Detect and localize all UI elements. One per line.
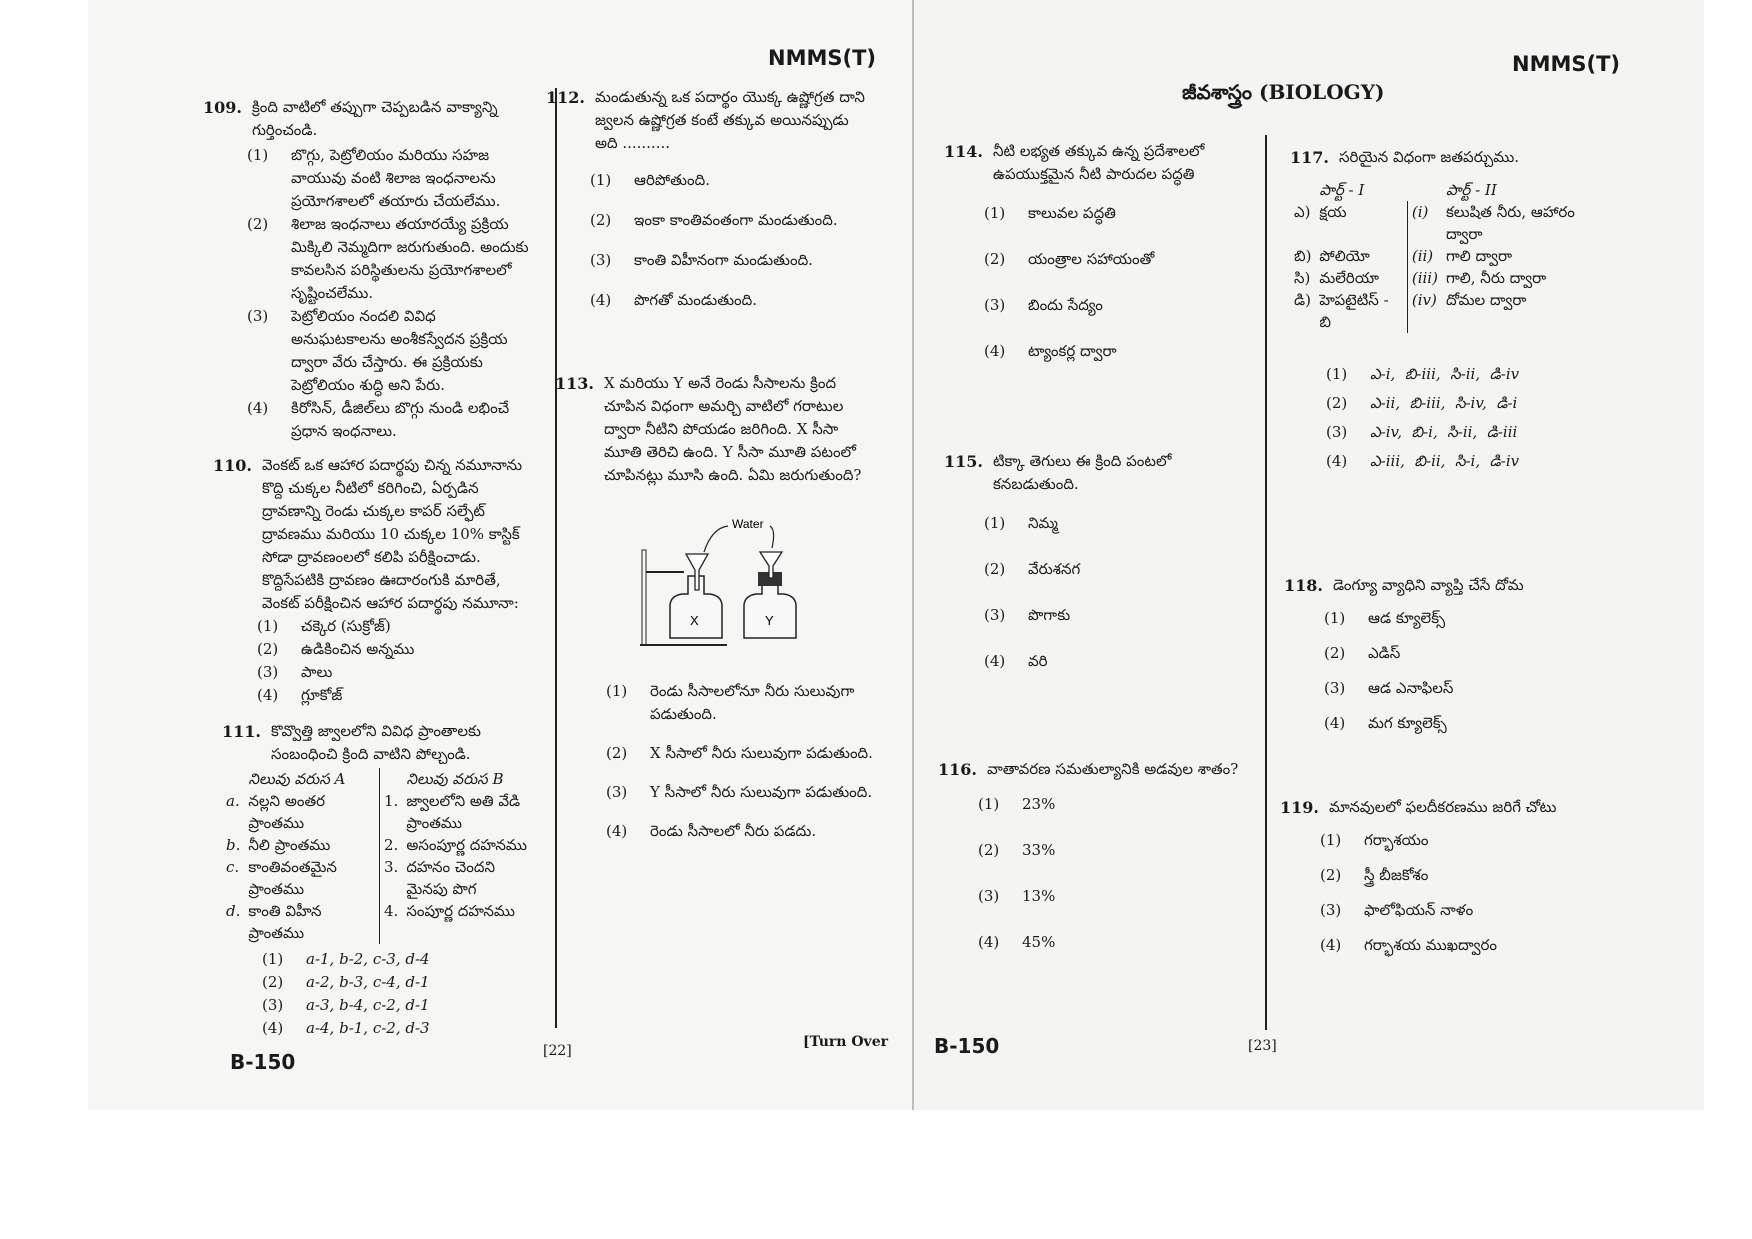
row-key: c. bbox=[226, 858, 240, 876]
option-number: (3) bbox=[1326, 423, 1348, 441]
option-number: (4) bbox=[1324, 714, 1346, 732]
question-text: కొవ్వొత్తి జ్వాలలోని వివిధ ప్రాంతాలకు సంబంధించి క్రింది వాటిని పోల్చండి. bbox=[270, 722, 481, 763]
right-page-number: [23] bbox=[1248, 1038, 1277, 1054]
option-number: (1) bbox=[590, 171, 612, 189]
option-number: (2) bbox=[257, 640, 279, 658]
row-key: (i) bbox=[1407, 201, 1442, 245]
column-a-item: నీలి ప్రాంతము bbox=[248, 836, 331, 854]
question-text: సరియైన విధంగా జతపర్చుము. bbox=[1338, 148, 1520, 166]
row-key: 2. bbox=[380, 834, 403, 856]
question-113-options bbox=[606, 680, 896, 843]
column-a-item: కాంతి విహీన ప్రాంతము bbox=[248, 902, 322, 942]
left-footer-code: B-150 bbox=[230, 1050, 296, 1074]
option-number: (4) bbox=[590, 291, 612, 309]
option-number: (2) bbox=[590, 211, 612, 229]
row-key: సి) bbox=[1294, 269, 1311, 287]
option-number: (3) bbox=[978, 887, 1000, 905]
option-text: ఎ-i, బి-iii, సి-ii, డి-iv bbox=[1370, 365, 1520, 383]
option-text: ఫాలోఫియన్ నాళం bbox=[1364, 901, 1474, 919]
option-text: గర్భాశయ ముఖద్వారం bbox=[1364, 936, 1497, 954]
question-112 bbox=[546, 86, 876, 312]
question-number: 113. bbox=[555, 374, 594, 393]
option-text: ఎ-iv, బి-i, సి-ii, డి-iii bbox=[1370, 423, 1518, 441]
water-label: Water bbox=[732, 517, 764, 531]
option-number: (4) bbox=[247, 399, 269, 417]
option-number: (3) bbox=[1324, 679, 1346, 697]
question-text: మానవులలో ఫలదీకరణము జరిగే చోటు bbox=[1328, 798, 1557, 816]
option-number: (3) bbox=[590, 251, 612, 269]
option-number: (2) bbox=[1326, 394, 1348, 412]
option-number: (3) bbox=[262, 996, 284, 1014]
option-number: (1) bbox=[606, 682, 628, 700]
option-number: (3) bbox=[984, 606, 1006, 624]
option-number: (2) bbox=[1320, 866, 1342, 884]
option-text: రెండు సీసాలలోనూ నీరు సులువుగా పడుతుంది. bbox=[650, 682, 855, 723]
row-key: 3. bbox=[380, 856, 403, 900]
option-text: శిలాజ ఇంధనాలు తయారయ్యే ప్రక్రియ మిక్కిలి నెమ్మదిగా జరుగుతుంది. అందుకు కావలసిన పరిస్థితులను ప్రయోగశాలలో సృష్టించలేము. bbox=[291, 215, 529, 302]
question-text: వాతావరణ సమతుల్యానికి అడవుల శాతం? bbox=[986, 760, 1239, 778]
question-119 bbox=[1280, 796, 1620, 957]
option-text: ఇంకా కాంతివంతంగా మండుతుంది. bbox=[634, 211, 838, 229]
part-1-item: హెపటైటిస్ - బి bbox=[1319, 291, 1389, 331]
option-number: (3) bbox=[1320, 901, 1342, 919]
question-number: 115. bbox=[944, 452, 983, 471]
option-text: నిమ్మ bbox=[1028, 514, 1058, 532]
option-text: ఎ-ii, బి-iii, సి-iv, డి-i bbox=[1370, 394, 1518, 412]
question-text: నీటి లభ్యత తక్కువ ఉన్న ప్రదేశాలలో ఉపయుక్తమైన నీటి పారుదల పద్ధతి bbox=[992, 142, 1205, 183]
row-key: (iv) bbox=[1407, 289, 1442, 333]
option-text: ఆడ ఎనాఫిలస్ bbox=[1368, 679, 1454, 697]
match-table bbox=[222, 768, 542, 944]
part-2-item: దోమల ద్వారా bbox=[1445, 291, 1527, 309]
option-text: రెండు సీసాలలో నీరు పడదు. bbox=[650, 822, 817, 840]
option-number: (4) bbox=[984, 652, 1006, 670]
question-118 bbox=[1284, 574, 1624, 735]
question-116 bbox=[938, 758, 1258, 954]
option-text: స్త్రీ బీజకోశం bbox=[1364, 866, 1429, 884]
turn-over-label: [Turn Over bbox=[803, 1034, 888, 1050]
option-number: (1) bbox=[1320, 831, 1342, 849]
section-title: జీవశాస్త్రం (BIOLOGY) bbox=[1182, 80, 1385, 104]
bottle-x-label: X bbox=[690, 613, 699, 628]
option-text: 33% bbox=[1022, 841, 1056, 859]
part-1-item: మలేరియా bbox=[1319, 269, 1379, 287]
bottle-y-label: Y bbox=[765, 613, 774, 628]
column-b-item: అసంపూర్ణ దహనము bbox=[406, 836, 527, 854]
option-text: కాలువల పద్ధతి bbox=[1028, 204, 1116, 222]
option-number: (2) bbox=[606, 744, 628, 762]
right-page-header: NMMS(T) bbox=[1512, 52, 1621, 76]
option-text: 23% bbox=[1022, 795, 1056, 813]
row-key: b. bbox=[226, 836, 241, 854]
column-b-item: సంపూర్ణ దహనము bbox=[406, 902, 515, 920]
option-number: (2) bbox=[1324, 644, 1346, 662]
option-text: బొగ్గు, పెట్రోలియం మరియు సహజ వాయువు వంటి శిలాజ ఇంధనాలను ప్రయోగశాలలో తయారు చేయలేము. bbox=[291, 146, 501, 210]
option-number: (2) bbox=[262, 973, 284, 991]
column-a-item: కాంతివంతమైన ప్రాంతము bbox=[248, 858, 337, 898]
row-key: a. bbox=[226, 792, 240, 810]
question-number: 117. bbox=[1290, 148, 1329, 167]
option-number: (2) bbox=[984, 250, 1006, 268]
column-a-header: నిలువు వరుస A bbox=[248, 770, 346, 788]
option-number: (3) bbox=[257, 663, 279, 681]
column-b-item: దహనం చెందని మైనపు పొగ bbox=[406, 858, 495, 898]
question-number: 111. bbox=[222, 722, 261, 741]
stand-icon bbox=[642, 550, 646, 645]
row-key: d. bbox=[226, 902, 241, 920]
right-footer-code: B-150 bbox=[934, 1034, 1000, 1058]
left-page-number: [22] bbox=[543, 1043, 572, 1059]
row-key: 1. bbox=[380, 790, 403, 834]
option-number: (1) bbox=[978, 795, 1000, 813]
question-number: 110. bbox=[213, 456, 252, 475]
option-number: (1) bbox=[262, 950, 284, 968]
column-b-item: జ్వాలలోని అతి వేడి ప్రాంతము bbox=[406, 792, 521, 832]
question-114 bbox=[944, 140, 1259, 363]
row-key: (ii) bbox=[1407, 245, 1442, 267]
option-number: (1) bbox=[257, 617, 279, 635]
option-text: ట్యాంకర్ల ద్వారా bbox=[1028, 342, 1117, 360]
row-key: 4. bbox=[380, 900, 403, 944]
option-number: (4) bbox=[1320, 936, 1342, 954]
option-text: 45% bbox=[1022, 933, 1056, 951]
column-a-item: నల్లని అంతర ప్రాంతము bbox=[248, 792, 326, 832]
option-number: (1) bbox=[1326, 365, 1348, 383]
question-number: 118. bbox=[1284, 576, 1323, 595]
option-text: a-1, b-2, c-3, d-4 bbox=[306, 950, 430, 968]
option-text: వరి bbox=[1028, 652, 1048, 670]
question-109 bbox=[203, 96, 533, 443]
part-1-header: పార్ట్ - I bbox=[1319, 181, 1365, 199]
option-number: (3) bbox=[984, 296, 1006, 314]
part-1-item: పోలియో bbox=[1319, 247, 1370, 265]
question-117 bbox=[1290, 146, 1630, 473]
column-b-header: నిలువు వరుస B bbox=[406, 770, 504, 788]
option-text: ఆడ క్యూలెక్స్ bbox=[1368, 609, 1446, 627]
option-number: (3) bbox=[606, 783, 628, 801]
option-text: ఆరిపోతుంది. bbox=[634, 171, 710, 189]
option-number: (1) bbox=[1324, 609, 1346, 627]
part-2-item: కలుషిత నీరు, ఆహారం ద్వారా bbox=[1445, 203, 1575, 243]
option-number: (2) bbox=[247, 215, 269, 233]
option-number: (3) bbox=[247, 307, 269, 325]
option-text: చక్కెర (సుక్రోజ్) bbox=[301, 617, 391, 635]
option-number: (4) bbox=[978, 933, 1000, 951]
option-number: (4) bbox=[984, 342, 1006, 360]
option-number: (4) bbox=[1326, 452, 1348, 470]
option-text: పెట్రోలియం నందలి వివిధ అనుఘటకాలను అంశీకస్వేదన ప్రక్రియ ద్వారా వేరు చేస్తారు. ఈ ప్రక్రియకు పెట్రోలియం శుద్ధి అని పేరు. bbox=[291, 307, 508, 394]
arrow-icon bbox=[770, 526, 774, 548]
option-text: వేరుశనగ bbox=[1028, 560, 1081, 578]
option-text: పొగతో మండుతుంది. bbox=[634, 291, 758, 309]
question-113 bbox=[555, 372, 880, 487]
option-text: a-2, b-3, c-4, d-1 bbox=[306, 973, 430, 991]
option-number: (2) bbox=[984, 560, 1006, 578]
question-number: 116. bbox=[938, 760, 977, 779]
option-text: గర్భాశయం bbox=[1364, 831, 1429, 849]
row-key: బి) bbox=[1294, 247, 1312, 265]
option-number: (4) bbox=[257, 686, 279, 704]
option-text: a-3, b-4, c-2, d-1 bbox=[306, 996, 430, 1014]
question-110 bbox=[213, 454, 533, 707]
option-number: (1) bbox=[984, 514, 1006, 532]
question-text: వెంకట్ ఒక ఆహార పదార్థపు చిన్న నమూనాను కొద్ది చుక్కల నీటిలో కరిగించి, ఏర్పడిన ద్రావణాన్ని రెండు చుక్కల కాపర్ సల్ఫేట్ ద్రావణము మరియు 10 చుక్కల 10% కాస్టిక్ సోడా ద్రావణంలలో కలిపి పరీక్షించాడు. కొద్దిసేపటికి ద్రావణం ఊదారంగుకి మారితే, వెంకట్ పరీక్షించిన ఆహార పదార్థపు నమూనా: bbox=[261, 456, 523, 612]
left-page-header: NMMS(T) bbox=[768, 46, 877, 70]
question-text: మండుతున్న ఒక పదార్థం యొక్క ఉష్ణోగ్రత దాని జ్వలన ఉష్ణోగ్రత కంటే తక్కువ అయినప్పుడు అది .......... bbox=[594, 88, 865, 152]
option-text: X సీసాలో నీరు సులువుగా పడుతుంది. bbox=[650, 744, 873, 762]
option-text: బిందు సేద్యం bbox=[1028, 296, 1103, 314]
part-2-header: పార్ట్ - II bbox=[1445, 181, 1497, 199]
option-number: (1) bbox=[247, 146, 269, 164]
question-number: 109. bbox=[203, 98, 242, 117]
option-text: యంత్రాల సహాయంతో bbox=[1028, 250, 1155, 268]
bottles-figure bbox=[632, 510, 802, 650]
row-key: (iii) bbox=[1407, 267, 1442, 289]
option-number: (4) bbox=[606, 822, 628, 840]
question-115 bbox=[944, 450, 1259, 673]
option-text: ఉడికించిన అన్నము bbox=[301, 640, 415, 658]
option-text: 13% bbox=[1022, 887, 1056, 905]
option-text: పాలు bbox=[301, 663, 333, 681]
bottle-y-icon bbox=[744, 580, 796, 638]
question-111 bbox=[222, 720, 542, 1040]
question-text: క్రింది వాటిలో తప్పుగా చెప్పబడిన వాక్యాన్ని గుర్తించండి. bbox=[251, 98, 498, 139]
option-number: (1) bbox=[984, 204, 1006, 222]
option-text: ఎ-iii, బి-ii, సి-i, డి-iv bbox=[1370, 452, 1520, 470]
option-text: పొగాకు bbox=[1028, 606, 1071, 624]
question-text: X మరియు Y అనే రెండు సీసాలను క్రింద చూపిన విధంగా అమర్చి వాటిలో గరాటుల ద్వారా నీటిని పోయడం జరిగింది. X సీసా మూతి తెరిచి ఉంది. Y సీసా మూతి పటంలో చూపినట్లు మూసి ఉంది. ఏమి జరుగుతుంది? bbox=[603, 374, 862, 484]
option-number: (2) bbox=[978, 841, 1000, 859]
option-text: కాంతి విహీనంగా మండుతుంది. bbox=[634, 251, 813, 269]
question-text: టిక్కా తెగులు ఈ క్రింది పంటలో కనబడుతుంది. bbox=[992, 452, 1172, 493]
arrow-icon bbox=[704, 526, 728, 552]
option-text: a-4, b-1, c-2, d-3 bbox=[306, 1019, 430, 1037]
option-text: Y సీసాలో నీరు సులువుగా పడుతుంది. bbox=[650, 783, 873, 801]
row-key: ఎ) bbox=[1294, 203, 1311, 221]
part-1-item: క్షయ bbox=[1319, 203, 1347, 221]
option-number: (4) bbox=[262, 1019, 284, 1037]
option-text: గ్లూకోజ్ bbox=[301, 686, 343, 704]
part-2-item: గాలి, నీరు ద్వారా bbox=[1445, 269, 1547, 287]
part-2-item: గాలి ద్వారా bbox=[1445, 247, 1513, 265]
question-text: డెంగ్యూ వ్యాధిని వ్యాప్తి చేసే దోమ bbox=[1332, 576, 1524, 594]
question-number: 112. bbox=[546, 88, 585, 107]
right-column-divider bbox=[1265, 135, 1267, 1030]
option-text: కిరోసిన్, డీజిల్‌లు బొగ్గు నుండి లభించే ప్రధాన ఇంధనాలు. bbox=[291, 399, 510, 440]
option-text: ఎడిస్ bbox=[1368, 644, 1401, 662]
option-text: మగ క్యూలెక్స్ bbox=[1368, 714, 1447, 732]
question-number: 114. bbox=[944, 142, 983, 161]
match-table bbox=[1290, 179, 1610, 333]
row-key: డి) bbox=[1294, 291, 1311, 309]
question-number: 119. bbox=[1280, 798, 1319, 817]
